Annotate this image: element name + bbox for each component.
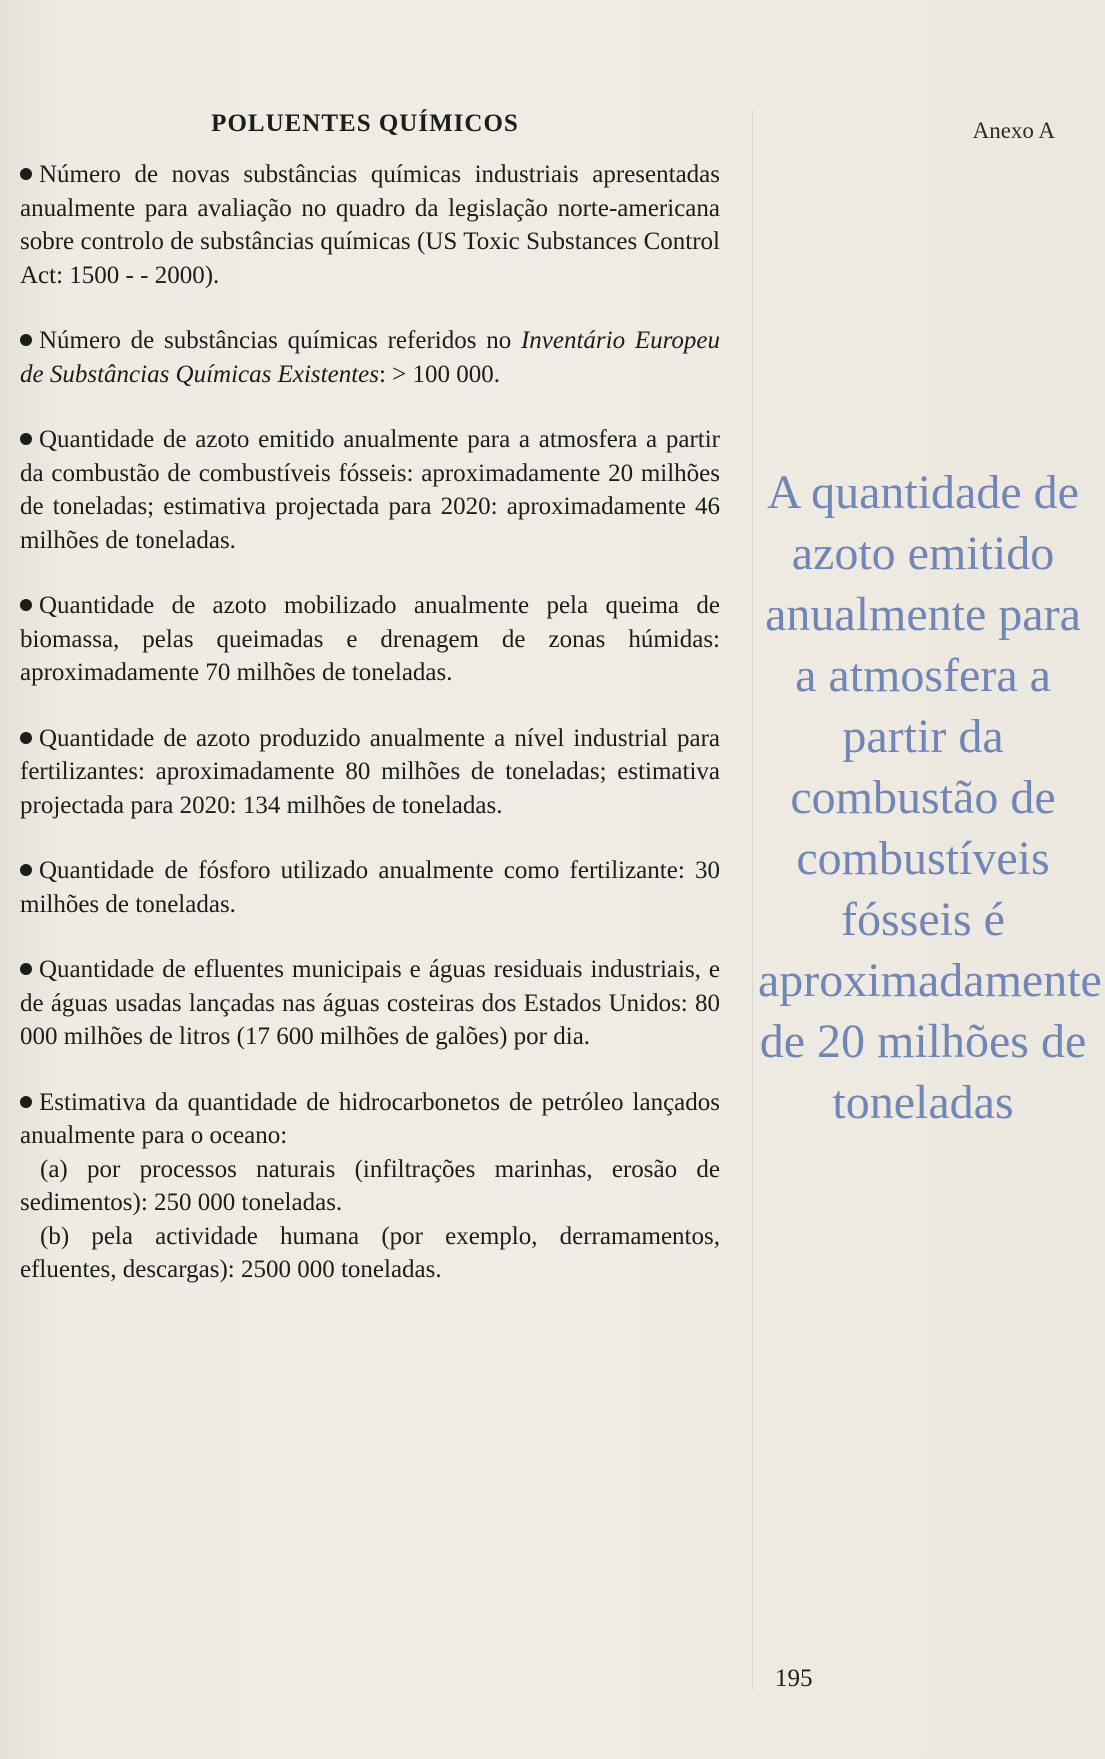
bullet-icon [20,599,32,611]
main-column [20,110,720,1319]
list-item [20,722,720,823]
sub-item-b: (b) pela actividade humana (por exemplo, derramamentos, efluentes, descargas): 2500 000 toneladas. [20,1222,720,1283]
section-label: Anexo A [972,118,1055,143]
list-item [20,589,720,690]
item-text: Estimativa da quantidade de hidrocarbonetos de petróleo lançados anualmente para o oceano: [20,1088,720,1149]
bullet-icon [20,864,32,876]
sub-item-a: (a) por processos naturais (infiltrações marinhas, erosão de sedimentos): 250 000 toneladas. [20,1155,720,1216]
bullet-icon [20,168,32,180]
list-item [20,953,720,1054]
page-number: 195 [775,1665,813,1692]
list-item [20,854,720,921]
column-divider [752,110,753,1690]
item-text: Quantidade de fósforo utilizado anualmente como fertilizante: 30 milhões de toneladas. [20,857,720,918]
item-text: Quantidade de azoto emitido anualmente para a atmosfera a partir da combustão de combustíveis fósseis: aproximadamente 20 milhões de toneladas; estimativa projectada para 2020: aproximadamente 46 milhões de toneladas. [20,426,720,554]
item-text-after: : > 100 000. [378,360,501,388]
section-title: POLUENTES QUÍMICOS [211,110,519,137]
item-text: Número de substâncias químicas referidos no [39,327,521,354]
item-text: Quantidade de efluentes municipais e águas residuais industriais, e de águas usadas lançadas nas águas costeiras dos Estados Unidos: 80 000 milhões de litros (17 600 milhões de galões) por dia. [20,956,720,1050]
bullet-icon [20,334,32,346]
list-item [20,324,720,391]
list-item [20,158,720,292]
bullet-icon [20,963,32,975]
item-italic-title: Inventário Europeu de Substâncias Químicas Existentes [20,327,720,388]
item-text: Quantidade de azoto mobilizado anualmente pela queima de biomassa, pelas queimadas e drenagem de zonas húmidas: aproximadamente 70 milhões de toneladas. [20,592,720,686]
bullet-icon [20,433,32,445]
item-text: Quantidade de azoto produzido anualmente a nível industrial para fertilizantes: aproximadamente 80 milhões de toneladas; estimativa projectada para 2020: 134 milhões de toneladas. [20,724,720,819]
bullet-icon [20,732,32,744]
item-text: Número de novas substâncias químicas industriais apresentadas anualmente para avaliação no quadro da legislação norte-americana sobre controlo de substâncias químicas (US Toxic Substances Control Act: 1500 - - 2000). [20,161,720,289]
bullet-icon [20,1096,32,1108]
list-item [20,1086,720,1287]
list-item [20,423,720,557]
pull-quote: A quantidade de azoto emitido anualmente para a atmosfera a partir da combustão de combustíveis fósseis é aproximadamente de 20 milhões de toneladas [758,466,1102,1129]
